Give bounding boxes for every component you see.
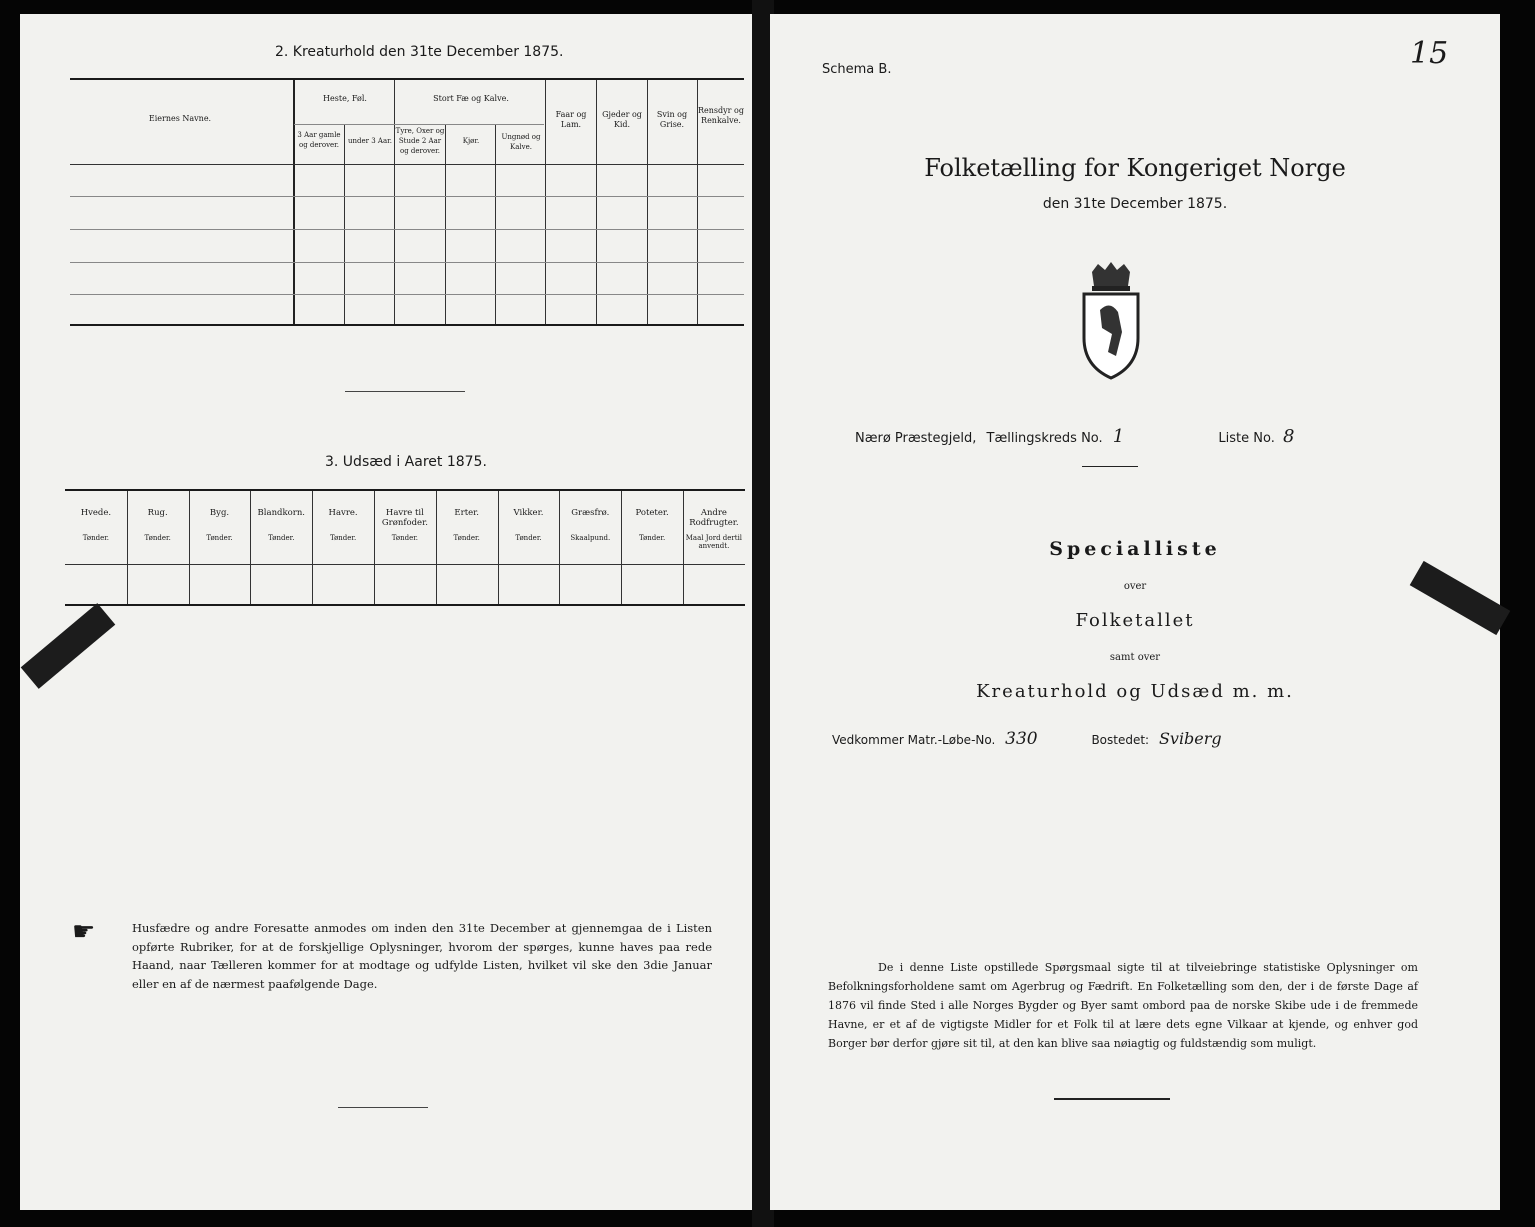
matr-label: Vedkommer Matr.-Løbe-No. bbox=[832, 733, 996, 747]
udsaed-col-name: Havre. bbox=[328, 508, 358, 518]
s2-sheep: Faar og Lam. bbox=[555, 110, 587, 129]
district-value: 1 bbox=[1112, 426, 1125, 447]
district-label: Tællingskreds No. bbox=[986, 431, 1103, 446]
footer-text: De i denne Liste opstillede Spørgsmaal sigte til at tilveiebringe statistiske Oplysninger om Befolkningsforholdene samt om Agerbrug og Fædrift. En Folketælling som den, der i de første Dage af 1876 vil finde Sted i alle Norges Bygder og Byer samt ombord paa de norske Skibe ude i de fremmede Havne, er et af de vigtigste Midler for et Folk til at lære dets egne Vilkaar at kjende, og enhver god Borger bør derfor gjøre sit til, at den kan blive saa nøiagtig og fuldstændig som muligt. bbox=[828, 961, 1418, 1050]
right-page bbox=[770, 14, 1500, 1210]
udsaed-col-name: Vikker. bbox=[513, 508, 544, 518]
section3-title: 3. Udsæd i Aaret 1875. bbox=[325, 454, 487, 470]
udsaed-col-unit: Maal Jord dertil anvendt. bbox=[685, 534, 743, 550]
s2-cattle-sub3: Ungnød og Kalve. bbox=[501, 133, 541, 151]
udsaed-col-unit: Tønder. bbox=[329, 534, 357, 542]
udsaed-col-name: Andre Rodfrugter. bbox=[689, 508, 739, 528]
matr-value: 330 bbox=[1005, 729, 1038, 749]
s2-goats: Gjeder og Kid. bbox=[602, 110, 642, 129]
folketallet-title: Folketallet bbox=[1075, 610, 1195, 631]
udsaed-col-unit: Tønder. bbox=[391, 534, 419, 542]
udsaed-col-unit: Tønder. bbox=[206, 534, 233, 542]
s2-horses: Heste, Føl. bbox=[323, 94, 367, 103]
udsaed-col-unit: Tønder. bbox=[515, 534, 542, 542]
specialliste-title: Specialliste bbox=[1049, 538, 1221, 560]
udsaed-col-name: Græsfrø. bbox=[571, 508, 610, 518]
samt-over-text: samt over bbox=[1109, 652, 1161, 663]
udsaed-col-unit: Skaalpund. bbox=[570, 534, 611, 542]
kreaturhold-title: Kreaturhold og Udsæd m. m. bbox=[976, 681, 1294, 702]
parish-line bbox=[855, 426, 1415, 447]
pointing-hand-icon: ☛ bbox=[72, 917, 96, 947]
udsaed-col-unit: Tønder. bbox=[638, 534, 666, 542]
coat-of-arms-icon bbox=[1078, 262, 1144, 382]
bosted-label: Bostedet: bbox=[1091, 733, 1150, 747]
udsaed-col-name: Poteter. bbox=[635, 508, 669, 518]
udsaed-col-name: Blandkorn. bbox=[257, 508, 306, 518]
over-text: over bbox=[1123, 581, 1147, 592]
udsaed-col-name: Byg. bbox=[209, 508, 230, 518]
s2-cattle: Stort Fæ og Kalve. bbox=[433, 94, 509, 103]
udsaed-col-name: Rug. bbox=[147, 508, 168, 518]
s2-reindeer: Rensdyr og Renkalve. bbox=[698, 106, 744, 125]
section2-title: 2. Kreaturhold den 31te December 1875. bbox=[275, 44, 564, 60]
notice-text: Husfædre og andre Foresatte anmodes om inden den 31te December at gjennemgaa de i Listen opførte Rubriker, for at de forskjellige Oplysninger, hvorom der spørges, kunne haves paa rede Haand, naar Tælleren kommer for at modtage og udfylde Listen, hvilket vil ske den 3die Januar eller en af de nærmest paafølgende Dage. bbox=[132, 921, 712, 991]
s2-cattle-sub1: Tyre, Oxer og Stude 2 Aar og derover. bbox=[395, 127, 445, 155]
matr-line bbox=[832, 729, 1432, 749]
s2-cattle-sub2: Kjør. bbox=[462, 137, 480, 145]
udsaed-col-name: Hvede. bbox=[80, 508, 112, 518]
bosted-value: Sviberg bbox=[1158, 729, 1222, 748]
udsaed-col-unit: Tønder. bbox=[82, 534, 110, 542]
parish-label: Nærø Præstegjeld, bbox=[855, 431, 977, 446]
s2-pigs: Svin og Grise. bbox=[656, 110, 688, 129]
census-date: den 31te December 1875. bbox=[1042, 196, 1228, 212]
left-page bbox=[20, 14, 755, 1210]
list-label: Liste No. bbox=[1218, 431, 1275, 446]
page-number: 15 bbox=[1410, 36, 1449, 71]
udsaed-col-unit: Tønder. bbox=[144, 534, 171, 542]
udsaed-col-name: Havre til Grønfoder. bbox=[381, 508, 428, 528]
s2-horses-sub2: under 3 Aar. bbox=[348, 137, 392, 145]
s2-owner-header: Eiernes Navne. bbox=[148, 114, 212, 123]
udsaed-col-name: Erter. bbox=[454, 508, 479, 518]
udsaed-col-unit: Tønder. bbox=[268, 534, 295, 542]
udsaed-col-unit: Tønder. bbox=[453, 534, 480, 542]
schema-label: Schema B. bbox=[822, 62, 892, 77]
s2-horses-sub1: 3 Aar gamle og derover. bbox=[297, 131, 341, 149]
main-title: Folketælling for Kongeriget Norge bbox=[924, 154, 1346, 182]
list-value: 8 bbox=[1282, 426, 1295, 447]
